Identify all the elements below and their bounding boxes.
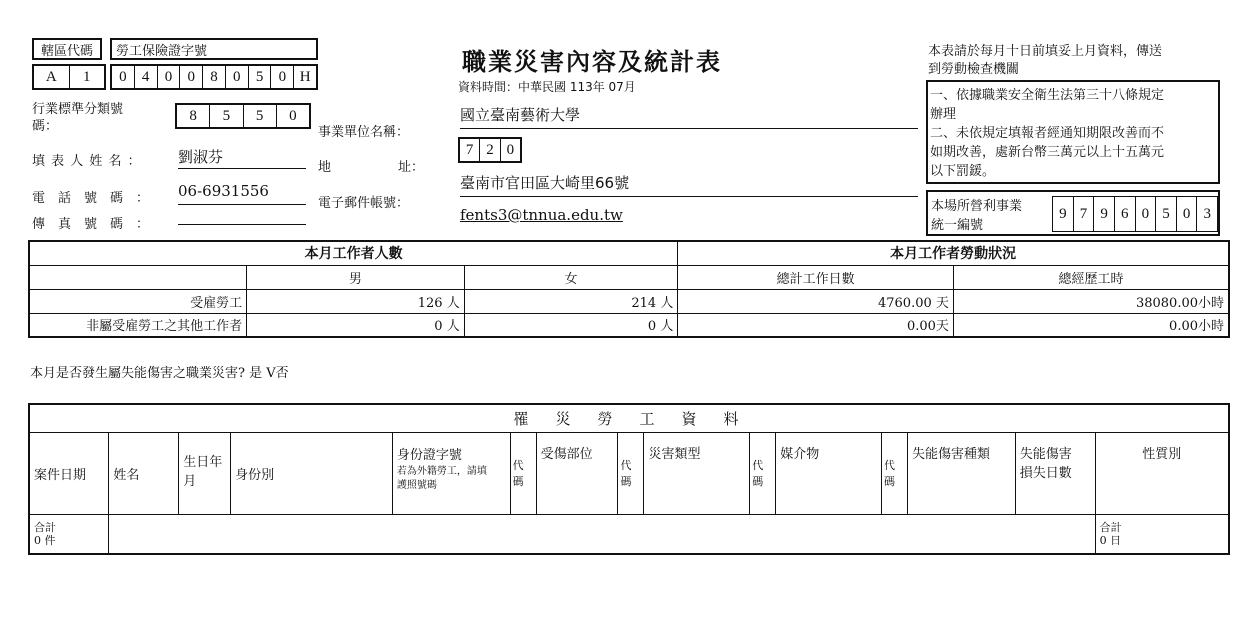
- phone-field: 06-6931556: [178, 182, 306, 205]
- rule-1b: 辦理: [930, 107, 957, 122]
- work-days: 0.00天: [678, 313, 954, 337]
- address-label-1: 地: [318, 160, 332, 175]
- digit: 7: [460, 139, 480, 161]
- total-days-header: 總計工作日數: [678, 265, 954, 289]
- col-code: 代碼: [882, 432, 908, 514]
- total-left-label: 合計: [34, 520, 56, 534]
- rules-box: [926, 80, 1220, 184]
- injury-title: 罹 災 勞 工 資 料: [29, 404, 1229, 432]
- unit-name-label: 事業單位名稱：: [318, 125, 410, 140]
- col-code: 代碼: [618, 432, 644, 514]
- female-count: 214 人: [464, 289, 678, 313]
- digit: 0: [226, 66, 249, 88]
- table-row: [29, 313, 1229, 337]
- workers-title: 本月工作者人數: [29, 241, 678, 265]
- tax-id-box: [926, 190, 1220, 236]
- data-period: 資料時間：中華民國 113年 07月: [458, 80, 636, 94]
- rule-2c: 以下罰鍰。: [930, 164, 996, 179]
- total-left-value: 0 件: [34, 533, 56, 547]
- tax-id-boxes: [1052, 196, 1218, 232]
- col-lost-days: [1015, 432, 1095, 514]
- col-gender: 性質別: [1095, 432, 1229, 514]
- col-lost-days-2: 損失日數: [1019, 465, 1072, 481]
- worker-stats-table: [28, 240, 1230, 338]
- col-date: 案件日期: [29, 432, 109, 514]
- digit: 0: [271, 66, 294, 88]
- rule-1a: 一、依據職業安全衛生法第三十八條規定: [930, 88, 1165, 103]
- digit: 0: [1136, 197, 1157, 231]
- male-count: 126 人: [247, 289, 465, 313]
- email-label: 電子郵件帳號：: [318, 196, 410, 211]
- col-id-no: [392, 432, 510, 514]
- digit: 5: [210, 105, 243, 127]
- district-code-boxes: [32, 64, 106, 90]
- digit: 8: [203, 66, 226, 88]
- col-name: 姓名: [109, 432, 179, 514]
- row-label: 受雇勞工: [29, 289, 247, 313]
- digit: 5: [244, 105, 277, 127]
- female-header: 女: [464, 265, 678, 289]
- col-media: 媒介物: [776, 432, 882, 514]
- district-code-label: 轄區代碼: [32, 38, 102, 60]
- digit: 3: [1203, 205, 1211, 222]
- col-code: 代碼: [750, 432, 776, 514]
- digit: 0: [112, 66, 135, 88]
- injured-workers-table: [28, 403, 1230, 555]
- row-label: 非屬受雇勞工之其他工作者: [29, 313, 247, 337]
- col-lost-days-1: 失能傷害: [1019, 446, 1072, 462]
- col-disability: 失能傷害種類: [907, 432, 1015, 514]
- email-field: fents3@tnnua.edu.tw: [460, 206, 623, 224]
- col-part: 受傷部位: [536, 432, 618, 514]
- total-right: [1095, 514, 1229, 554]
- phone-label: 電 話 號 碼 ：: [32, 191, 150, 206]
- col-identity: 身份別: [231, 432, 393, 514]
- digit: 8: [177, 105, 210, 127]
- total-right-label: 合計: [1099, 520, 1122, 534]
- digit: A: [34, 66, 70, 88]
- notice-line-1: 本表請於每月十日前填妥上月資料，傳送: [928, 44, 1163, 59]
- tax-id-label-1: 本場所營利事業: [931, 199, 1023, 214]
- address-field: 臺南市官田區大崎里66號: [460, 172, 918, 197]
- male-header: 男: [247, 265, 465, 289]
- col-id-no-label: 身份證字號: [396, 447, 462, 463]
- address-label-2: 址：: [398, 160, 425, 175]
- digit: 5: [1156, 197, 1177, 231]
- fax-label: 傳 真 號 碼 ：: [32, 217, 150, 232]
- digit: 5: [249, 66, 272, 88]
- digit: 0: [158, 66, 181, 88]
- digit: 1: [83, 68, 91, 85]
- work-hours: 38080.00小時: [953, 289, 1229, 313]
- digit: 7: [1074, 197, 1095, 231]
- industry-code-label-2: 碼：: [32, 119, 59, 134]
- labor-title: 本月工作者勞動狀況: [678, 241, 1229, 265]
- digit: 0: [289, 107, 297, 124]
- filler-name-field: 劉淑芬: [178, 146, 306, 169]
- col-type: 災害類型: [644, 432, 750, 514]
- total-hours-header: 總經歷工時: [953, 265, 1229, 289]
- insurance-no-label: 勞工保險證字號: [110, 38, 318, 60]
- industry-code-label: 行業標準分類號: [32, 102, 124, 117]
- filler-name-label: 填 表 人 姓 名 ：: [32, 154, 142, 169]
- col-id-note-2: 護照號碼: [396, 479, 437, 491]
- industry-code-boxes: [175, 103, 311, 129]
- total-right-value: 0 日: [1099, 533, 1122, 547]
- female-count: 0 人: [464, 313, 678, 337]
- insurance-no-boxes: [110, 64, 318, 90]
- digit: H: [299, 68, 311, 85]
- fax-field: [178, 208, 306, 225]
- rule-2a: 二、未依規定填報者經通知期限改善而不: [930, 126, 1165, 141]
- male-count: 0 人: [247, 313, 465, 337]
- digit: 0: [180, 66, 203, 88]
- col-id-note-1: 若為外籍勞工，請填: [396, 465, 487, 477]
- digit: 9: [1053, 197, 1074, 231]
- work-hours: 0.00小時: [953, 313, 1229, 337]
- digit: 2: [480, 139, 500, 161]
- col-birth: 生日年月: [179, 432, 231, 514]
- tax-id-label-2: 統一編號: [931, 218, 984, 233]
- digit: 9: [1094, 197, 1115, 231]
- work-days: 4760.00 天: [678, 289, 954, 313]
- table-row: [29, 289, 1229, 313]
- unit-name-field: 國立臺南藝術大學: [460, 104, 918, 129]
- total-left: [29, 514, 109, 554]
- postal-code-boxes: [458, 137, 522, 163]
- rule-2b: 如期改善，處新台幣三萬元以上十五萬元: [930, 145, 1165, 160]
- digit: 0: [1177, 197, 1198, 231]
- total-blank: [109, 514, 1095, 554]
- digit: 6: [1115, 197, 1136, 231]
- blank-cell: [29, 265, 247, 289]
- digit: 0: [506, 141, 515, 158]
- col-code: 代碼: [510, 432, 536, 514]
- page-title: 職業災害內容及統計表: [462, 47, 722, 76]
- notice-line-2: 到勞動檢查機關: [928, 62, 1020, 77]
- disability-question: 本月是否發生屬失能傷害之職業災害? 是 V否: [30, 366, 289, 381]
- digit: 4: [135, 66, 158, 88]
